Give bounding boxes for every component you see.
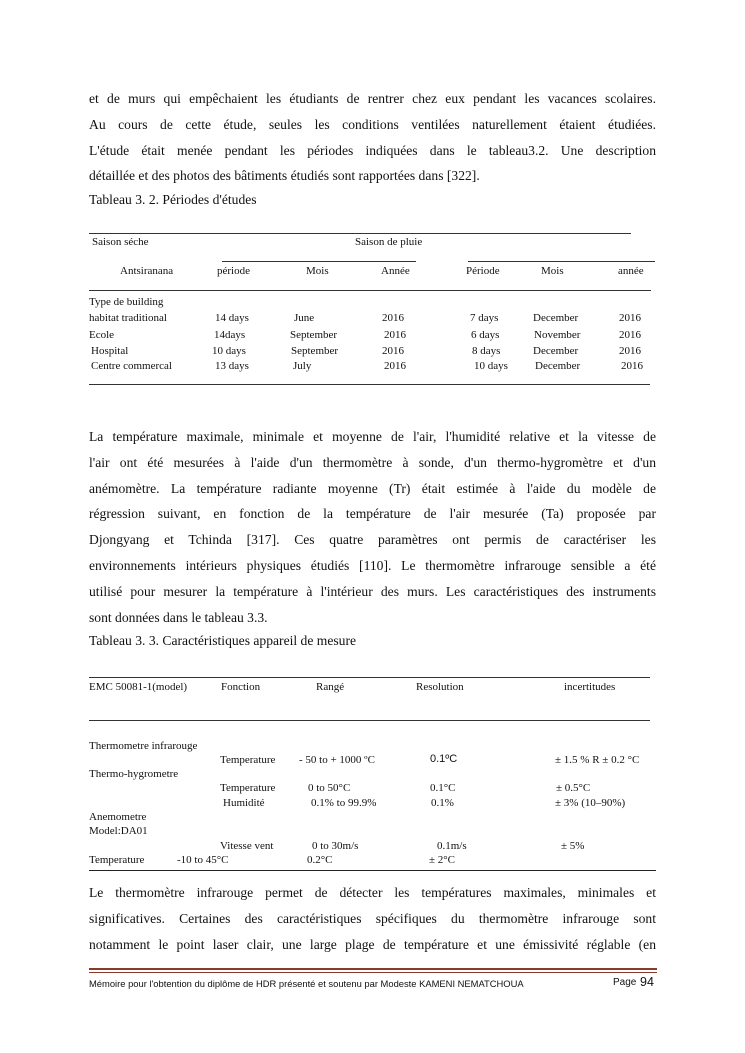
table-cell: 0.1% bbox=[431, 797, 454, 809]
table-rule bbox=[89, 384, 650, 385]
table-cell: 7 days bbox=[470, 312, 499, 324]
table-cell: 14days bbox=[214, 329, 246, 341]
table-cell: habitat traditional bbox=[89, 312, 167, 324]
table-rule bbox=[89, 870, 656, 871]
table-cell: November bbox=[534, 329, 581, 341]
table-3-3-caption: Tableau 3. 3. Caractéristiques appareil de mesure bbox=[89, 633, 357, 648]
column-header: Période bbox=[466, 265, 500, 277]
column-header: Mois bbox=[306, 265, 329, 277]
table-cell: 0 to 30m/s bbox=[312, 840, 359, 852]
group-header-rainy-season: Saison de pluie bbox=[355, 236, 423, 248]
column-header: période bbox=[217, 265, 250, 277]
text-line: L'étude était menée pendant les périodes indiquées dans le tableau3.2. Une description bbox=[89, 142, 656, 158]
text-line: Djongyang et Tchinda [317]. Ces quatre paramètres ont permis de caractériser les bbox=[89, 532, 656, 548]
table-rule bbox=[89, 233, 631, 234]
table-cell: Vitesse vent bbox=[220, 840, 274, 852]
table-cell: ± 3% (10–90%) bbox=[555, 797, 626, 809]
table-cell: July bbox=[293, 360, 312, 372]
group-header-dry-season: Saison séche bbox=[92, 236, 149, 248]
text-line: Le thermomètre infrarouge permet de détecter les températures maximales, minimales et bbox=[89, 885, 656, 900]
table-cell: ± 5% bbox=[561, 840, 585, 852]
paragraph-1 bbox=[89, 86, 656, 189]
column-header: Rangé bbox=[316, 681, 345, 693]
table-cell: 2016 bbox=[382, 345, 404, 357]
table-cell: ± 0.5°C bbox=[556, 782, 591, 794]
paragraph-2 bbox=[89, 424, 656, 630]
table-cell: 13 days bbox=[215, 360, 249, 372]
table-cell: 2016 bbox=[619, 329, 641, 341]
column-header: Fonction bbox=[221, 681, 261, 693]
footer-divider bbox=[89, 972, 657, 973]
table-cell: Centre commercal bbox=[91, 360, 172, 372]
table-cell: Temperature bbox=[220, 782, 276, 794]
text-line: Au cours de cette étude, seules les conditions ventilées naturellement étaient étudiées. bbox=[89, 116, 656, 132]
table-cell: September bbox=[291, 345, 339, 357]
text-line: régression suivant, en fonction de la température de l'air mesurée (Ta) proposée par bbox=[89, 506, 656, 522]
text-line: l'air ont été mesurées à l'aide d'un thermomètre à sonde, d'un thermo-hygromètre et d'un bbox=[89, 454, 656, 470]
table-cell: 2016 bbox=[619, 312, 641, 324]
table-rule bbox=[89, 677, 650, 678]
table-cell: 0.1°C bbox=[430, 782, 456, 794]
table-cell: 2016 bbox=[619, 345, 641, 357]
table-cell: Humidité bbox=[223, 797, 265, 809]
table-cell: ± 2°C bbox=[429, 854, 456, 866]
table-cell: June bbox=[294, 312, 315, 324]
text-line: La température maximale, minimale et moyenne de l'air, l'humidité relative et la vitesse de bbox=[89, 429, 656, 444]
table-cell: December bbox=[535, 360, 581, 372]
text-line: sont données dans le tableau 3.3. bbox=[89, 609, 268, 625]
table-cell: 2016 bbox=[621, 360, 643, 372]
column-header: Mois bbox=[541, 265, 564, 277]
table-cell: -10 to 45°C bbox=[177, 854, 229, 866]
table-cell: 6 days bbox=[471, 329, 500, 341]
table-cell: 0 to 50°C bbox=[308, 782, 351, 794]
column-header: incertitudes bbox=[564, 681, 616, 693]
page-label: Page bbox=[613, 977, 637, 988]
table-cell: 2016 bbox=[384, 329, 406, 341]
table-cell: 0.1m/s bbox=[437, 840, 467, 852]
text-line: anémomètre. La température radiante moyenne (Tr) était estimée à l'aide du modèle de bbox=[89, 480, 656, 496]
paragraph-3 bbox=[89, 880, 656, 957]
page-number: 94 bbox=[640, 975, 654, 989]
table-rule bbox=[468, 261, 655, 262]
text-line: significatives. Certaines des caractéristiques spécifiques du thermomètre infrarouge sont bbox=[89, 910, 656, 926]
table-cell: December bbox=[533, 345, 579, 357]
table-rule bbox=[222, 261, 416, 262]
table-cell: ± 1.5 % R ± 0.2 °C bbox=[555, 754, 640, 766]
table-cell: 0.2°C bbox=[307, 854, 333, 866]
column-header: année bbox=[618, 265, 644, 277]
table-cell: 10 days bbox=[212, 345, 246, 357]
table-cell: 0.1% to 99.9% bbox=[311, 797, 377, 809]
column-header: Resolution bbox=[416, 681, 464, 693]
column-header: Année bbox=[381, 265, 410, 277]
table-cell: Ecole bbox=[89, 329, 115, 341]
footer-divider bbox=[89, 968, 657, 970]
column-header: Antsiranana bbox=[120, 265, 174, 277]
table-cell: September bbox=[290, 329, 338, 341]
table-cell: 2016 bbox=[382, 312, 404, 324]
text-line: notamment le point laser clair, une large plage de température et une émissivité réglable (en bbox=[89, 936, 656, 952]
table-3-2-caption: Tableau 3. 2. Périodes d'études bbox=[89, 192, 257, 207]
table-rule bbox=[89, 720, 650, 721]
table-cell: - 50 to + 1000 ºC bbox=[299, 754, 375, 766]
table-cell: Temperature bbox=[220, 754, 276, 766]
table-cell: 0.1ºC bbox=[430, 753, 458, 765]
row-group-label: Type de building bbox=[89, 296, 164, 308]
instrument-model: Model:DA01 bbox=[89, 825, 148, 837]
table-cell: December bbox=[533, 312, 579, 324]
instrument-label: Thermo-hygrometre bbox=[89, 768, 179, 780]
footer-text: Mémoire pour l'obtention du diplôme de HDR présenté et soutenu par Modeste KAMENI NEMATCHOUA bbox=[89, 978, 524, 989]
table-cell: 2016 bbox=[384, 360, 406, 372]
table-cell: Hospital bbox=[91, 345, 129, 357]
instrument-label: Anemometre bbox=[89, 811, 147, 823]
text-line: et de murs qui empêchaient les étudiants de rentrer chez eux pendant les vacances scolaires. bbox=[89, 91, 656, 106]
table-rule bbox=[89, 290, 651, 291]
text-line: environnements intérieurs physiques étudiés [110]. Le thermomètre infrarouge sensible a été bbox=[89, 557, 656, 573]
text-line: utilisé pour mesurer la température à l'intérieur des murs. Les caractéristiques des instruments bbox=[89, 583, 656, 599]
table-cell: 10 days bbox=[474, 360, 508, 372]
table-cell: 14 days bbox=[215, 312, 249, 324]
instrument-label: Thermometre infrarouge bbox=[89, 740, 198, 752]
table-cell: 8 days bbox=[472, 345, 501, 357]
text-line: détaillée et des photos des bâtiments étudiés sont rapportées dans [322]. bbox=[89, 168, 480, 184]
column-header: EMC 50081-1(model) bbox=[89, 681, 188, 693]
table-cell: Temperature bbox=[89, 854, 145, 866]
